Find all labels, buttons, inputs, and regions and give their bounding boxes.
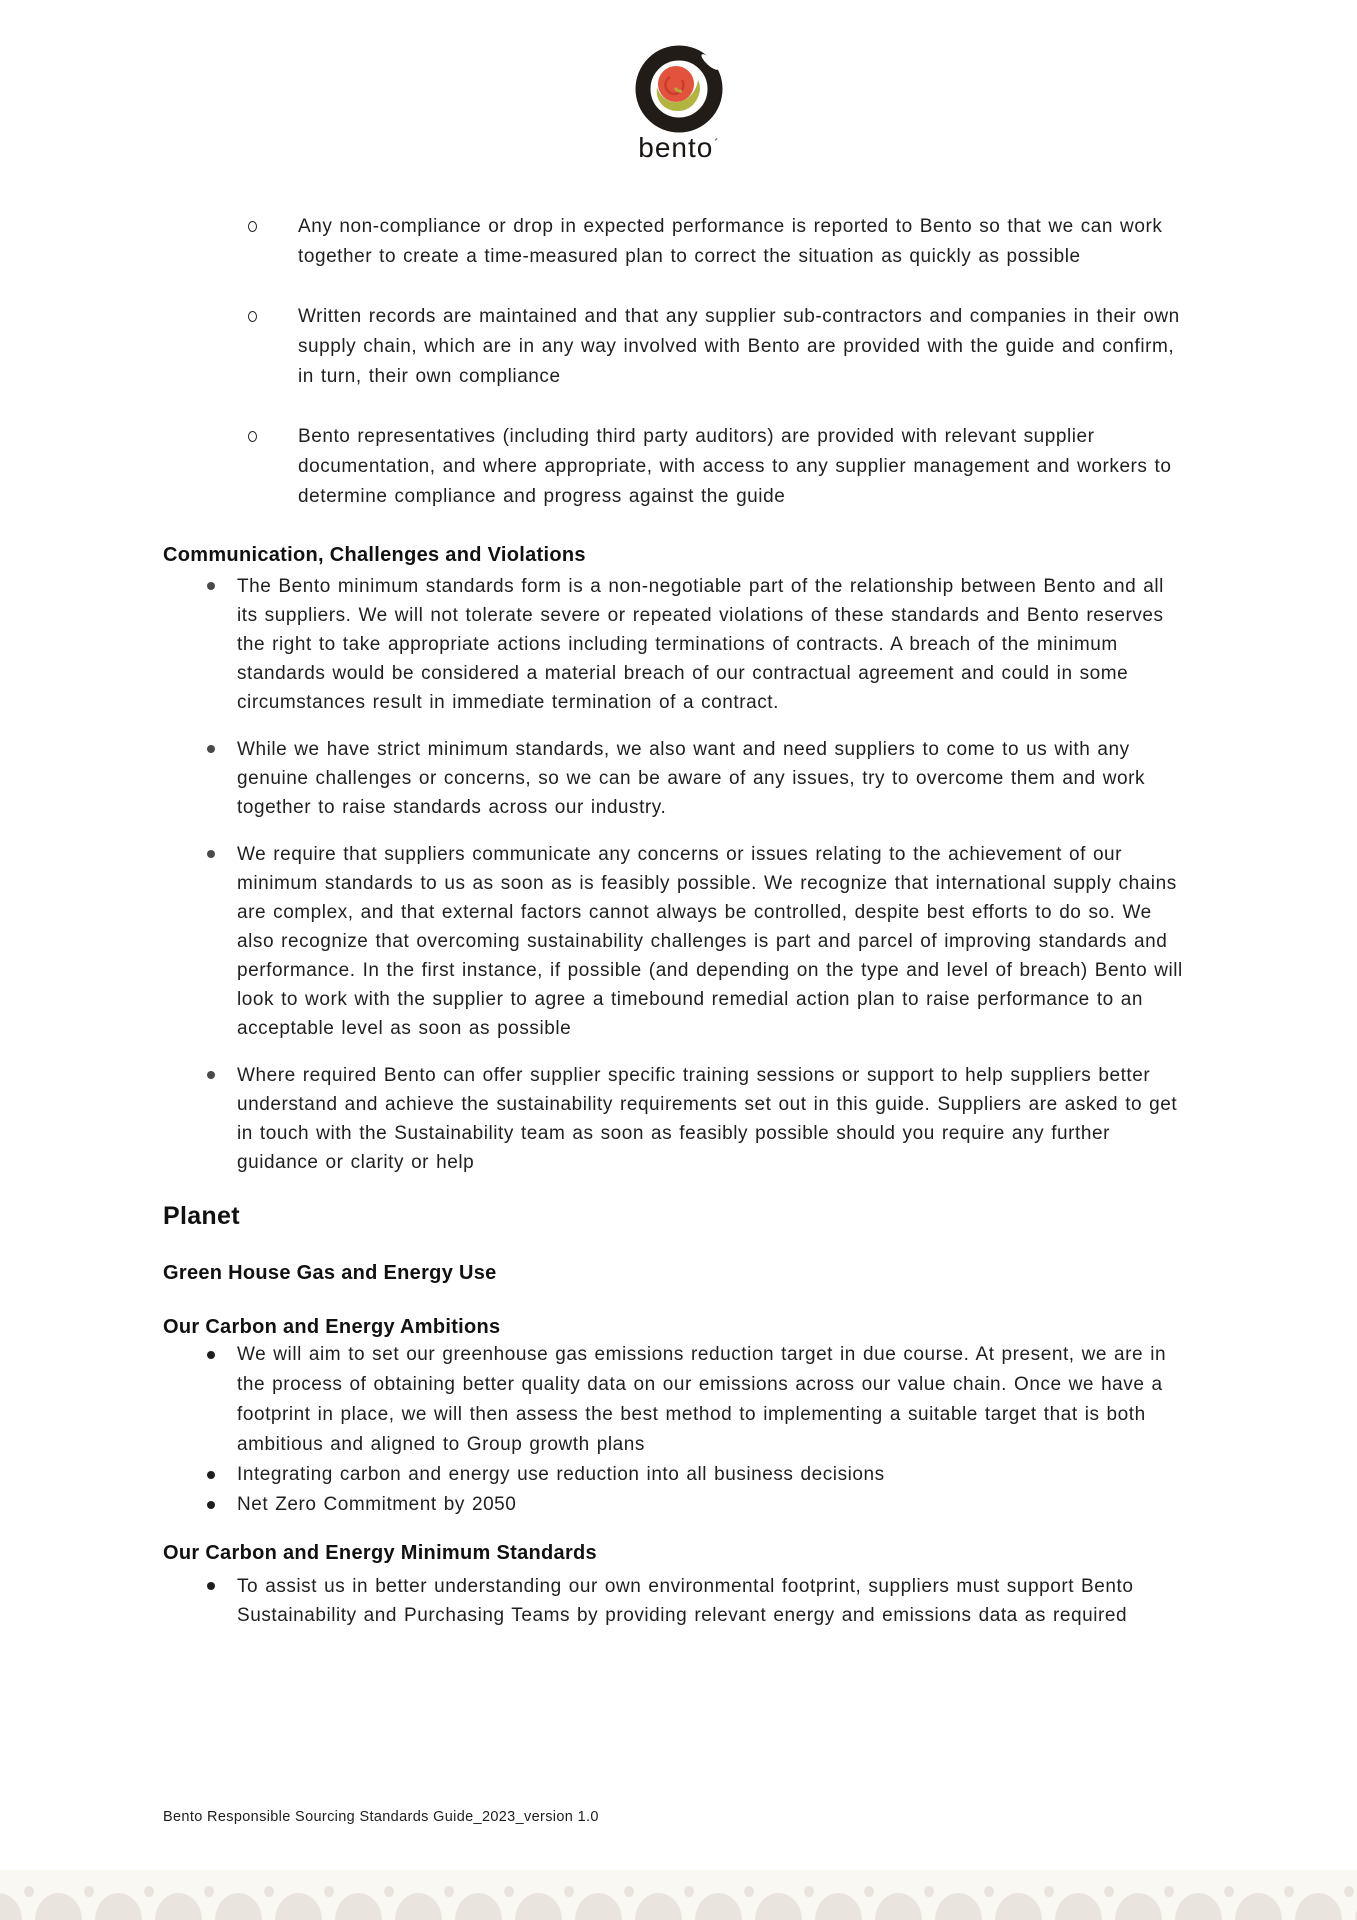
list-item-text: Written records are maintained and that any supplier sub-contractors and companies in their own supply chain, which are in any way involved with Bento are provided with the guide and confirm, in turn, their own compliance xyxy=(298,306,1180,387)
dome-shape xyxy=(1295,1893,1342,1920)
compliance-sub-bullet-list xyxy=(248,212,1186,512)
dot-shape xyxy=(264,1886,274,1897)
dot-shape xyxy=(1104,1886,1114,1897)
list-item xyxy=(207,735,1186,822)
dot-shape xyxy=(684,1886,694,1897)
dot-shape xyxy=(864,1886,874,1897)
list-item xyxy=(207,1572,1186,1630)
dot-shape xyxy=(1044,1886,1054,1897)
dome-shape xyxy=(215,1893,262,1920)
dot-shape xyxy=(744,1886,754,1897)
dot-bullet-icon xyxy=(207,1351,215,1359)
dot-shape xyxy=(1344,1886,1354,1897)
list-item-text: Any non-compliance or drop in expected performance is reported to Bento so that we can work together to create a time-measured plan to correct the situation as quickly as possible xyxy=(298,216,1163,267)
dome-shape xyxy=(755,1893,802,1920)
dome-shape xyxy=(455,1893,502,1920)
list-item xyxy=(207,1061,1186,1177)
brand-wordmark: bento´ xyxy=(638,132,720,163)
dot-bullet-icon xyxy=(207,1071,215,1079)
dome-shape xyxy=(575,1893,622,1920)
section-heading-carbon-ambitions: Our Carbon and Energy Ambitions xyxy=(163,1316,501,1338)
dot-shape xyxy=(324,1886,334,1897)
list-item-text: We require that suppliers communicate any concerns or issues relating to the achievement of our minimum standards to us as soon as is feasibly possible. We recognize that international supply chains are complex, and that external factors cannot always be controlled, despite best efforts to do so. We also recognize that overcoming sustainability challenges is part and parcel of improving standards and performance. In the first instance, if possible (and depending on the type and level of breach) Bento will look to work with the supplier to agree a timebound remedial action plan to raise performance to an acceptable level as soon as possible xyxy=(237,844,1183,1039)
dome-shape xyxy=(635,1893,682,1920)
dot-shape xyxy=(804,1886,814,1897)
dome-shape xyxy=(515,1893,562,1920)
dot-shape xyxy=(444,1886,454,1897)
dome-shape xyxy=(995,1893,1042,1920)
dot-shape xyxy=(564,1886,574,1897)
list-item-text: Net Zero Commitment by 2050 xyxy=(237,1494,517,1515)
dome-shape xyxy=(815,1893,862,1920)
dome-shape xyxy=(35,1893,82,1920)
list-item xyxy=(207,572,1186,717)
dome-shape xyxy=(395,1893,442,1920)
dome-shape xyxy=(695,1893,742,1920)
dome-shape xyxy=(275,1893,322,1920)
dome-shape xyxy=(935,1893,982,1920)
dot-shape xyxy=(1164,1886,1174,1897)
dot-shape xyxy=(84,1886,94,1897)
circle-bullet-icon xyxy=(248,311,257,322)
dome-shape xyxy=(0,1893,22,1920)
dome-shape xyxy=(155,1893,202,1920)
dot-bullet-icon xyxy=(207,745,215,753)
dome-shape xyxy=(1235,1893,1282,1920)
document-content xyxy=(163,0,1186,1648)
dot-bullet-icon xyxy=(207,1471,215,1479)
list-item xyxy=(207,1340,1186,1460)
dome-shape xyxy=(95,1893,142,1920)
dot-shape xyxy=(984,1886,994,1897)
list-item-text: We will aim to set our greenhouse gas emissions reduction target in due course. At present, we are in the process of obtaining better quality data on our emissions across our value chain. Once we have a footprint in place, we will then assess the best method to implementing a suitable target that is both ambitious and aligned to Group growth plans xyxy=(237,1344,1167,1455)
dot-shape xyxy=(624,1886,634,1897)
carbon-minimum-standards-bullet-list xyxy=(207,1572,1186,1630)
dot-shape xyxy=(24,1886,34,1897)
section-heading-carbon-minimum-standards: Our Carbon and Energy Minimum Standards xyxy=(163,1542,597,1564)
dot-shape xyxy=(384,1886,394,1897)
dome-shape xyxy=(1175,1893,1222,1920)
dot-shape xyxy=(1284,1886,1294,1897)
list-item xyxy=(248,422,1186,512)
list-item xyxy=(207,1460,1186,1490)
dot-shape xyxy=(1224,1886,1234,1897)
dot-bullet-icon xyxy=(207,582,215,590)
document-footer-text: Bento Responsible Sourcing Standards Guide_2023_version 1.0 xyxy=(163,1809,599,1825)
list-item-text: While we have strict minimum standards, we also want and need suppliers to come to us with any genuine challenges or concerns, so we can be aware of any issues, try to overcome them and work together to raise standards across our industry. xyxy=(237,739,1146,818)
dome-shape xyxy=(1115,1893,1162,1920)
section-heading-planet: Planet xyxy=(163,1202,240,1230)
list-item-text: Where required Bento can offer supplier specific training sessions or support to help suppliers better understand and achieve the sustainability requirements set out in this guide. Suppliers are asked to get in touch with the Sustainability team as soon as feasibly possible should you require any further guidance or clarity or help xyxy=(237,1065,1178,1173)
dome-shape xyxy=(1055,1893,1102,1920)
circle-bullet-icon xyxy=(248,221,257,232)
decorative-scallop-band xyxy=(0,1870,1357,1920)
dot-shape xyxy=(204,1886,214,1897)
communication-bullet-list xyxy=(207,572,1186,1177)
dot-shape xyxy=(144,1886,154,1897)
circle-bullet-icon xyxy=(248,431,257,442)
dome-shape xyxy=(335,1893,382,1920)
list-item-text: Integrating carbon and energy use reduction into all business decisions xyxy=(237,1464,885,1485)
dot-bullet-icon xyxy=(207,850,215,858)
section-heading-ghg: Green House Gas and Energy Use xyxy=(163,1262,497,1284)
list-item-text: To assist us in better understanding our own environmental footprint, suppliers must support Bento Sustainability and Purchasing Teams by providing relevant energy and emissions data as required xyxy=(237,1576,1134,1626)
list-item xyxy=(207,840,1186,1043)
trademark-tick: ´ xyxy=(714,136,720,151)
list-item xyxy=(248,302,1186,392)
section-heading-communication: Communication, Challenges and Violations xyxy=(163,544,586,566)
dot-shape xyxy=(504,1886,514,1897)
list-item xyxy=(248,212,1186,272)
dot-bullet-icon xyxy=(207,1501,215,1509)
carbon-ambitions-bullet-list xyxy=(207,1340,1186,1520)
list-item-text: Bento representatives (including third party auditors) are provided with relevant supplier documentation, and where appropriate, with access to any supplier management and workers to determine compliance and progress against the guide xyxy=(298,426,1172,507)
dot-shape xyxy=(924,1886,934,1897)
list-item-text: The Bento minimum standards form is a non-negotiable part of the relationship between Bento and all its suppliers. We will not tolerate severe or repeated violations of these standards and Bento reserves the right to take appropriate actions including terminations of contracts. A breach of the minimum standards would be considered a material breach of our contractual agreement and could in some circumstances result in immediate termination of a contract. xyxy=(237,576,1164,713)
list-item xyxy=(207,1490,1186,1520)
dome-shape xyxy=(875,1893,922,1920)
dot-bullet-icon xyxy=(207,1582,215,1590)
